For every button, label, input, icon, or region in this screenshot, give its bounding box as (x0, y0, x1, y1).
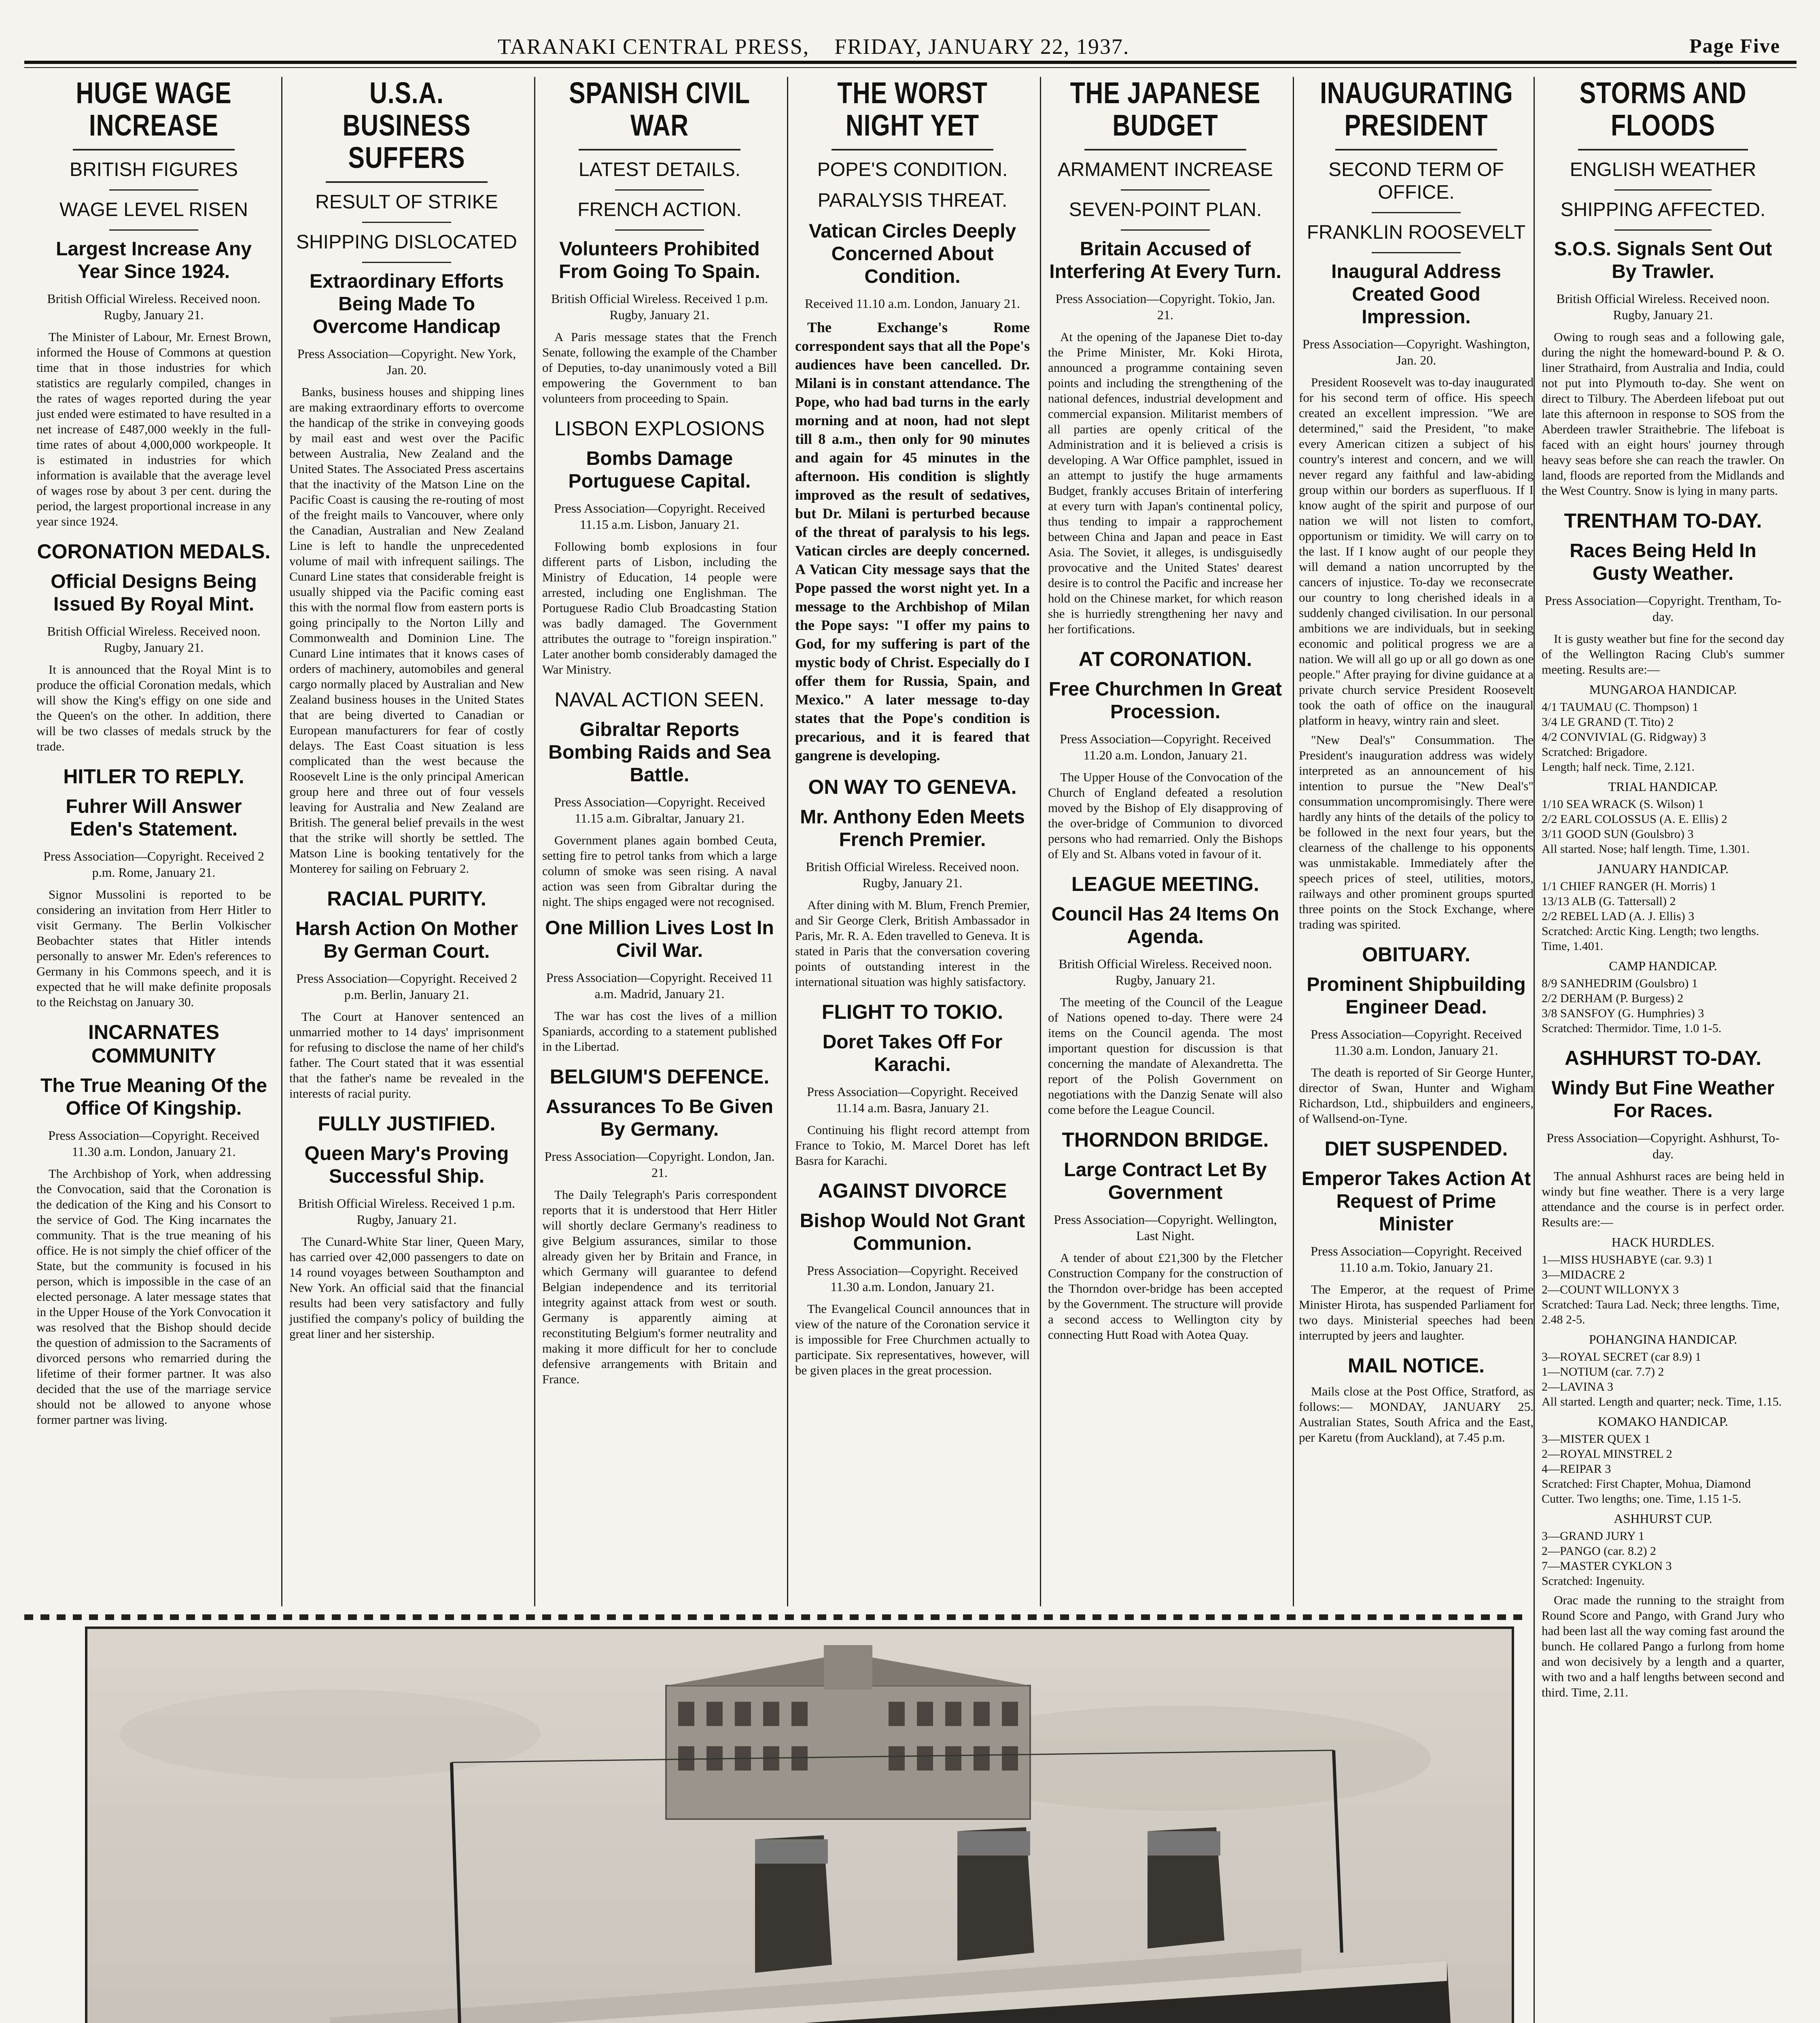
column-2 (289, 77, 524, 1346)
section-heading: AT CORONATION. (1078, 648, 1252, 670)
race-name: POHANGINA HANDICAP. (1589, 1332, 1737, 1347)
dateline: Press Association—Copyright. Received 11 a.m. Madrid, January 21. (546, 970, 773, 1001)
race-name: ASHHURST CUP. (1614, 1511, 1712, 1526)
deck: Extraordinary Efforts Being Made To Overcome Handicap (309, 271, 504, 337)
subheading: WAGE LEVEL RISEN (59, 199, 248, 221)
deck: Inaugural Address Created Good Impression. (1331, 261, 1501, 328)
headline: THE WORST NIGHT YET (837, 76, 988, 142)
issue-date: FRIDAY, JANUARY 22, 1937. (834, 34, 1130, 59)
race-result-line: All started. Length and quarter; neck. Time, 1.15. (1542, 1395, 1782, 1408)
rule (1578, 149, 1748, 151)
dateline: British Official Wireless. Received 1 p.m. Rugby, January 21. (551, 291, 768, 322)
dateline: Press Association—Copyright. Received 11.20 a.m. London, January 21. (1060, 732, 1271, 762)
race-result-line: 7—MASTER CYKLON 3 (1542, 1559, 1672, 1573)
decorative-border (24, 1614, 1529, 1620)
deck: Council Has 24 Items On Agenda. (1051, 903, 1279, 948)
dateline: Press Association—Copyright. Received 2 p.m. Berlin, January 21. (296, 971, 517, 1002)
headline: HUGE WAGE INCREASE (76, 76, 232, 142)
rule (1084, 149, 1246, 151)
column-4 (795, 77, 1030, 1382)
article-body: After dining with M. Blum, French Premier, and Sir George Clerk, British Ambassador in Paris, Mr. R. A. Eden travelled to Geneva. It is stated in Paris that the conversation covering points of outstanding interest in the international situation was highly satisfactory. (795, 898, 1030, 989)
race-result-line: Scratched: Taura Lad. Neck; three lengths. Time, 2.48 2-5. (1542, 1298, 1780, 1326)
article-body: A Paris message states that the French Senate, following the example of the Chamber of Deputies, to-day unanimously voted a Bill empowering the Government to ban volunteers from proceeding to Spain. (542, 330, 777, 405)
article-body: The Emperor, at the request of Prime Minister Hirota, has suspended Parliament for two days. Ministerial speeches had been interrupted by jeers and laughter. (1299, 1282, 1534, 1342)
section-heading: FLIGHT TO TOKIO. (821, 1001, 1003, 1023)
deck: One Million Lives Lost In Civil War. (545, 917, 774, 961)
deck: The True Meaning Of the Office Of Kingship. (40, 1075, 267, 1119)
article-body: It is gusty weather but fine for the second day of the Wellington Racing Club's summer meeting. Results are:— (1542, 632, 1784, 676)
article-body: The annual Ashhurst races are being held in windy but fine weather. There is a very large attendance and the course is in perfect order. Results are:— (1542, 1169, 1784, 1229)
article-body: The death is reported of Sir George Hunter, director of Swan, Hunter and Wigham Richardson, Ltd., shipbuilders and engineers, of Wallsend-on-Tyne. (1299, 1065, 1534, 1126)
dateline: Press Association—Copyright. Received 2 p.m. Rome, January 21. (43, 849, 264, 880)
rule (1372, 252, 1461, 253)
deck: Queen Mary's Proving Successful Ship. (304, 1143, 509, 1187)
deck: Gibraltar Reports Bombing Raids and Sea Battle. (548, 719, 771, 786)
section-heading: MAIL NOTICE. (1348, 1354, 1485, 1377)
race-results (1542, 682, 1784, 1036)
headline: STORMS AND FLOODS (1579, 76, 1747, 142)
article-body: "New Deal's" Consummation. The President's inauguration address was widely interpreted as an announcement of his intention to pursue the "New Deal's" consummation uncompromisingly. There were hardly any hints of the details of the policy to be followed in the next four years, but the clearness of the challenge to his opponents was unmistakable. Immediately after the speech prices of steel, utilities, motors, railways and other prominent groups spurted three points on the Stock Exchange, where trading was spirited. (1299, 733, 1534, 931)
subheading: FRANKLIN ROOSEVELT (1307, 222, 1526, 243)
race-result-line: 8/9 SANHEDRIM (Goulsbro) 1 (1542, 977, 1698, 990)
ship-illustration (87, 1629, 1512, 2023)
subheading: SECOND TERM OF OFFICE. (1328, 159, 1504, 203)
subheading: ENGLISH WEATHER (1570, 159, 1756, 180)
subheading: BRITISH FIGURES (69, 159, 238, 180)
dateline: British Official Wireless. Received noon. Rugby, January 21. (806, 859, 1019, 890)
dateline: Press Association—Copyright. Received 11.15 a.m. Gibraltar, January 21. (554, 795, 765, 825)
race-result-line: 3/4 LE GRAND (T. Tito) 2 (1542, 715, 1674, 729)
dateline: British Official Wireless. Received noon. Rugby, January 21. (1058, 956, 1272, 987)
article-body: Orac made the running to the straight from Round Score and Pango, with Grand Jury who had been last all the way coming fast around the bunch. He collared Pango a furlong from home and won decisively by a length and a quarter, with two and a half lengths between second and third. Time, 2.11. (1542, 1593, 1784, 1699)
deck: Harsh Action On Mother By German Court. (295, 918, 518, 962)
deck: Bishop Would Not Grant Communion. (800, 1210, 1025, 1254)
race-result-line: 2—ROYAL MINSTREL 2 (1542, 1447, 1672, 1461)
masthead-title (498, 34, 1129, 59)
race-name: TRIAL HANDICAP. (1608, 779, 1718, 794)
deck: Doret Takes Off For Karachi. (822, 1031, 1003, 1075)
masthead (28, 32, 1788, 60)
race-result-line: 1—NOTIUM (car. 7.7) 2 (1542, 1365, 1664, 1378)
rule (579, 149, 740, 151)
article-body: Signor Mussolini is reported to be considering an invitation from Herr Hitler to visit Germany. The Berlin Volkischer Beobachter states that Hitler intends personally to answer Mr. Eden's references to Germany in his Commons speech, and it is expected that he will make definite proposals to the Reichstag on January 30. (36, 887, 271, 1009)
race-result-line: 3—ROYAL SECRET (car 8.9) 1 (1542, 1350, 1701, 1364)
race-name: KOMAKO HANDICAP. (1598, 1414, 1728, 1429)
race-name: MUNGAROA HANDICAP. (1589, 682, 1737, 697)
rule (362, 262, 451, 263)
race-result-line: 2—PANGO (car. 8.2) 2 (1542, 1544, 1657, 1558)
dateline: British Official Wireless. Received noon. Rugby, January 21. (47, 291, 261, 322)
dateline: Received 11.10 a.m. London, January 21. (804, 296, 1020, 311)
rule (109, 189, 198, 191)
rule (362, 222, 451, 223)
article-body: Government planes again bombed Ceuta, setting fire to petrol tanks from which a large column of smoke was seen rising. A naval action was seen from Gibraltar during the night. The ships engaged were not recognised. (542, 833, 777, 909)
subheading: LATEST DETAILS. (578, 159, 741, 180)
article-body: The war has cost the lives of a million Spaniards, according to a statement published in the Libertad. (542, 1009, 777, 1054)
article-body: The Upper House of the Convocation of the Church of England defeated a resolution moved by the Bishop of Ely disapproving of the over-bridge of Communion to divorced persons who had remarried. Only the Bishops of Ely and St. Albans voted in favour of it. (1048, 770, 1283, 861)
section-heading: AGAINST DIVORCE (818, 1179, 1007, 1202)
article-body: Continuing his flight record attempt from France to Tokio, M. Marcel Doret has left Basra for Karachi. (795, 1123, 1030, 1168)
page-number: Page Five (1689, 34, 1780, 57)
race-result-line: 4—REIPAR 3 (1542, 1462, 1611, 1476)
column-divider (1534, 77, 1535, 2023)
deck: Emperor Takes Action At Request of Prime Minister (1301, 1168, 1531, 1235)
subheading: SHIPPING DISLOCATED (296, 231, 517, 253)
dateline: Press Association—Copyright. Received 11.15 a.m. Lisbon, January 21. (554, 501, 765, 532)
article-body: The Daily Telegraph's Paris correspondent reports that it is understood that Herr Hitler will shortly declare Germany's readiness to give Belgium assurances, similar to those already given her by Britain and France, in which Germany will guarantee to defend Belgian independence and its territorial integrity against attack from west or south. Germany is apparently aiming at reconstituting Belgium's former neutrality and making it more difficult for her to conclude defensive arrangements with Britain and France. (542, 1188, 777, 1386)
section-heading: CORONATION MEDALS. (37, 540, 271, 563)
rule (109, 229, 198, 231)
rule (615, 189, 704, 191)
race-result-line: 2/2 DERHAM (P. Burgess) 2 (1542, 992, 1684, 1005)
section-heading: TRENTHAM TO-DAY. (1564, 509, 1762, 532)
section-heading: BELGIUM'S DEFENCE. (549, 1065, 770, 1088)
column-1 (36, 77, 271, 1431)
race-result-line: Scratched: Brigadore. (1542, 745, 1648, 759)
race-result-line: 1/1 CHIEF RANGER (H. Morris) 1 (1542, 880, 1716, 893)
dateline: Press Association—Copyright. Received 11.30 a.m. London, January 21. (48, 1128, 259, 1159)
section-heading: DIET SUSPENDED. (1324, 1137, 1508, 1160)
column-3 (542, 77, 777, 1391)
rule (73, 149, 235, 151)
race-result-line: 13/13 ALB (G. Tattersall) 2 (1542, 895, 1676, 908)
race-results (1542, 1235, 1784, 1588)
dateline: Press Association—Copyright. Trentham, To-day. (1544, 593, 1782, 624)
dateline: Press Association—Copyright. London, Jan. 21. (544, 1149, 775, 1180)
subheading: ARMAMENT INCREASE (1057, 159, 1273, 180)
deck: Races Being Held In Gusty Weather. (1570, 540, 1756, 584)
deck: Windy But Fine Weather For Races. (1551, 1077, 1775, 1122)
section-heading: LEAGUE MEETING. (1071, 873, 1259, 895)
dateline: Press Association—Copyright. New York, Jan. 20. (297, 346, 516, 377)
race-name: HACK HURDLES. (1611, 1235, 1715, 1249)
article-body: At the opening of the Japanese Diet to-day the Prime Minister, Mr. Koki Hirota, announced a programme containing seven points and including the strengthening of the national defences, industrial development and commercial expansion. Militarist members of all parties are openly critical of the Administration and it is believed a crisis is developing. A War Office pamphlet, issued in an attempt to justify the huge armaments Budget, frankly accuses Britain of interfering at every turn with Japan's continental policy, thus tending to impair a rapprochement between China and Japan and peace in East Asia. The Soviet, it alleges, is undisguisedly provocative and the United States' dearest desire is to control the Pacific and increase her hold on the Chinese market, for which reason she is hurriedly strengthening her navy and her fortifications. (1048, 330, 1283, 636)
dateline: Press Association—Copyright. Tokio, Jan. 21. (1055, 291, 1275, 322)
masthead-rule-thin (24, 67, 1797, 68)
headline: THE JAPANESE BUDGET (1070, 76, 1261, 142)
article-body: Owing to rough seas and a following gale, during the night the homeward-bound P. & O. liner Strathaird, from Australia and India, could not put into Plymouth to-day. She went on direct to Tilbury. The Aberdeen lifeboat put out late this afternoon in response to SOS from the Aberdeen trawler Straithebrie. The lifeboat is faced with an eight hours' journey through heavy seas before she can reach the trawler. On land, floods are reported from the Midlands and the West Country. Snow is lying in many parts. (1542, 330, 1784, 498)
funnel (957, 1827, 1034, 1961)
race-result-line: All started. Nose; half length. Time, 1.301. (1542, 842, 1750, 856)
race-result-line: 2—COUNT WILLONYX 3 (1542, 1283, 1679, 1296)
dateline: Press Association—Copyright. Washington, Jan. 20. (1302, 337, 1530, 367)
race-result-line: 2/2 REBEL LAD (A. J. Ellis) 3 (1542, 910, 1695, 923)
subheading: SEVEN-POINT PLAN. (1069, 199, 1262, 221)
rule (615, 229, 704, 231)
race-result-line: 2—LAVINA 3 (1542, 1380, 1613, 1393)
race-result-line: Scratched: Arctic King. Length; two lengths. Time, 1.401. (1542, 925, 1759, 953)
race-result-line: Scratched: Thermidor. Time, 1.0 1-5. (1542, 1022, 1722, 1035)
funnel (755, 1835, 832, 1973)
dateline: Press Association—Copyright. Received 11.30 a.m. London, January 21. (1311, 1027, 1522, 1058)
headline: SPANISH CIVIL WAR (569, 76, 750, 142)
column-divider (534, 77, 535, 1606)
section-heading: RACIAL PURITY. (327, 887, 486, 910)
section-heading: NAVAL ACTION SEEN. (554, 688, 765, 711)
column-divider (281, 77, 282, 1606)
section-heading: OBITUARY. (1362, 943, 1470, 966)
column-6 (1299, 77, 1534, 1449)
deck: S.O.S. Signals Sent Out By Trawler. (1554, 238, 1772, 282)
section-heading: HITLER TO REPLY. (63, 765, 244, 788)
deck: Assurances To Be Given By Germany. (546, 1096, 773, 1140)
dateline: British Official Wireless. Received noon. Rugby, January 21. (1556, 291, 1770, 322)
funnel (1148, 1827, 1224, 1949)
column-7 (1542, 77, 1784, 1704)
dateline: Press Association—Copyright. Ashhurst, To-day. (1546, 1130, 1780, 1161)
deck: Fuhrer Will Answer Eden's Statement. (66, 796, 242, 840)
race-name: CAMP HANDICAP. (1609, 958, 1717, 973)
article-body: Following bomb explosions in four different parts of Lisbon, including the Ministry of Education, 14 people were arrested, including one Englishman. The Portuguese Radio Club Broadcasting Station was badly damaged. The Government attributes the outrage to "foreign inspiration." Later another bomb considerably damaged the War Ministry. (542, 539, 777, 676)
race-result-line: 4/1 TAUMAU (C. Thompson) 1 (1542, 700, 1699, 714)
ship-photo (85, 1626, 1514, 2023)
deck: Volunteers Prohibited From Going To Spain. (559, 238, 760, 282)
deck: Mr. Anthony Eden Meets French Premier. (800, 806, 1025, 850)
masthead-rule (24, 61, 1797, 64)
article-body: The Minister of Labour, Mr. Ernest Brown, informed the House of Commons at question time that in those industries for which statistics are regularly compiled, changes in the rates of wages reported during the year just ended were estimated to have resulted in a net increase of £487,000 weekly in the full-time rates of about 4,000,000 workpeople. It is estimated in industries for which information is available that the average level of wages rose by about 3 per cent. during the period, the largest proportional increase in any year since 1924. (36, 330, 271, 528)
article-body: Banks, business houses and shipping lines are making extraordinary efforts to overcome the handicap of the strike in conveying goods by mail east and west over the Pacific between Australia, New Zealand and the United States. The Associated Press ascertains that the inactivity of the Matson Line on the Pacific Coast is causing the re-routing of most of the freight mails to Vancouver, where only the Canadian, Australian and New Zealand Line is left to handle the unprecedented volume of mail with infrequent sailings. The Cunard Line states that considerable freight is usually shipped via the Pacific coming east this with the normal flow from eastern ports is going principally to the Norton Lilly and Commonwealth and Dominion Line. The Cunard Line intimates that it knows cases of orders of machinery, automobiles and general cargo normally placed by Australian and New Zealand business houses in the United States that are being diverted to Canadian or European manufacturers for fear of costly delays. The East Coast situation is less complicated than the west because the Roosevelt Line is the only principal American group here and three out of four vessels leaving for Australia and New Zealand are British. The general belief prevails in the west that the strike will shortly be settled. The Matson Line is booking tentatively for the Monterey for sailing on February 2. (289, 385, 524, 876)
deck: Vatican Circles Deeply Concerned About Condition. (808, 221, 1016, 287)
article-body: The Archbishop of York, when addressing the Convocation, said that the Coronation is the dedication of the King and his Consort to the service of God. The King incarnates the community. That is the true meaning of his office. He is not simply the chief officer of the State, but the community is focused in his person, which is impossible in the case of an elected personage. A later message states that in the Upper House of the York Convocation it was resolved that the Bishop should decide the question of admission to the Sacraments of divorced persons who remarried during the lifetime of their former partner. It was also decided that the use of the marriage service should not be allowed to anyone whose former partner was living. (36, 1166, 271, 1427)
race-result-line: 4/2 CONVIVIAL (G. Ridgway) 3 (1542, 730, 1706, 744)
section-heading: LISBON EXPLOSIONS (554, 417, 765, 440)
dateline: Press Association—Copyright. Received 11.30 a.m. London, January 21. (807, 1263, 1018, 1294)
rule (1121, 229, 1210, 231)
section-heading: ON WAY TO GENEVA. (808, 776, 1017, 798)
rule (1335, 149, 1497, 151)
article-body: The meeting of the Council of the League of Nations opened to-day. There were 24 items on the Council agenda. The most important question for discussion is that concerning the mandate of Alexandretta. The report of the Polish Government on negotiations with the Danzig Senate will also come before the League Council. (1048, 995, 1283, 1117)
section-heading: INCARNATES COMMUNITY (88, 1021, 220, 1067)
rule (832, 149, 993, 151)
race-result-line: 2/2 EARL COLOSSUS (A. E. Ellis) 2 (1542, 812, 1727, 826)
deck: Britain Accused of Interfering At Every Turn. (1049, 238, 1281, 282)
race-result-line: 3/11 GOOD SUN (Goulsbro) 3 (1542, 827, 1694, 841)
article-body: The Court at Hanover sentenced an unmarried mother to 14 days' imprisonment for refusing to disclose the name of her child's father. The Court stated that it was essential that the father's name be revealed in the interests of racial purity. (289, 1009, 524, 1101)
paper-name: TARANAKI CENTRAL PRESS, (498, 34, 810, 59)
article-body: Mails close at the Post Office, Stratford, as follows:— MONDAY, JANUARY 25. Australian States, South Africa and the East, per Karetu (from Auckland), at 7.45 p.m. (1299, 1384, 1534, 1444)
race-result-line: Scratched: First Chapter, Mohua, Diamond Cutter. Two lengths; one. Time, 1.15 1-5. (1542, 1477, 1751, 1506)
deck: Bombs Damage Portuguese Capital. (568, 448, 751, 492)
rule (326, 181, 488, 183)
rule (1614, 189, 1712, 191)
headline: U.S.A. BUSINESS SUFFERS (342, 76, 471, 174)
subheading: RESULT OF STRIKE (315, 191, 498, 213)
subheading: POPE'S CONDITION. (817, 159, 1008, 180)
race-result-line: 1/10 SEA WRACK (S. Wilson) 1 (1542, 797, 1704, 811)
deck: Largest Increase Any Year Since 1924. (56, 238, 252, 282)
rule (1372, 212, 1461, 213)
race-result-line: 3—MIDACRE 2 (1542, 1268, 1625, 1281)
article-body: It is announced that the Royal Mint is to produce the official Coronation medals, which will show the King's effigy on one side and the Queen's on the other. In addition, there will be two classes of medals struck by the trade. (36, 662, 271, 753)
race-result-line: 3—GRAND JURY 1 (1542, 1529, 1644, 1543)
race-result-line: 3/8 SANSFOY (G. Humphries) 3 (1542, 1007, 1704, 1020)
subheading: FRENCH ACTION. (577, 199, 742, 221)
deck: Free Churchmen In Great Procession. (1048, 679, 1282, 723)
section-heading: FULLY JUSTIFIED. (318, 1112, 496, 1135)
dateline: Press Association—Copyright. Received 11.10 a.m. Tokio, January 21. (1311, 1244, 1522, 1274)
column-divider (1293, 77, 1294, 1606)
deck: Large Contract Let By Government (1064, 1159, 1267, 1203)
race-result-line: 1—MISS HUSHABYE (car. 9.3) 1 (1542, 1253, 1713, 1266)
race-result-line: Length; half neck. Time, 2.121. (1542, 760, 1695, 774)
dateline: British Official Wireless. Received noon. Rugby, January 21. (47, 624, 261, 655)
deck: Official Designs Being Issued By Royal Mint. (51, 571, 257, 615)
column-divider (1040, 77, 1041, 1606)
article-body: The Cunard-White Star liner, Queen Mary, has carried over 42,000 passengers to date on 14 round voyages between Southampton and New York. An official said that the financial results had been very satisfactory and fully justified the company's policy of building the great liner and her sistership. (289, 1234, 524, 1341)
subheading: SHIPPING AFFECTED. (1560, 199, 1766, 221)
section-heading: THORNDON BRIDGE. (1062, 1128, 1269, 1151)
headline: INAUGURATING PRESIDENT (1320, 76, 1513, 142)
article-body: A tender of about £21,300 by the Fletcher Construction Company for the construction of the Thorndon over-bridge has been accepted by the Government. The structure will provide a second access to Wellington city by connecting Hutt Road with Aotea Quay. (1048, 1251, 1283, 1342)
column-divider (787, 77, 788, 1606)
section-heading: ASHHURST TO-DAY. (1564, 1047, 1762, 1069)
subheading: PARALYSIS THREAT. (817, 190, 1008, 211)
dateline: British Official Wireless. Received 1 p.m. Rugby, January 21. (298, 1196, 515, 1227)
race-name: JANUARY HANDICAP. (1597, 861, 1729, 876)
article-body: The Evangelical Council announces that in view of the nature of the Coronation service it is impossible for Free Churchmen actually to participate. Six representatives, however, will be given places in the great procession. (795, 1302, 1030, 1377)
article-body: President Roosevelt was to-day inaugurated for his second term of office. His speech created an excellent impression. "We are determined," said the President, "to make every American citizen a subject of his country's interest and concern, and we will never regard any faithful and law-abiding group within our borders as superfluous. If I know aught of the spirit and purpose of our nation we will not listen to comfort, opportunism or timidity. We will carry on to the last. If I know aught of our people they will demand a nation uncorrupted by the cancers of injustice. To-day we reconsecrate our country to long cherished ideals in a suddenly changed civilisation. In our personal ambitions we are individuals, but in seeking economic and political progress we are a nation. We will all go up or all go down as one people." After praying for divine guidance at a private church service President Roosevelt took the oath of office on the inaugural platform in heavy, wintry rain and sleet. (1299, 375, 1534, 727)
deck: Prominent Shipbuilding Engineer Dead. (1307, 974, 1526, 1018)
race-result-line: Scratched: Ingenuity. (1542, 1574, 1645, 1588)
column-5 (1048, 77, 1283, 1347)
dateline: Press Association—Copyright. Wellington, Last Night. (1054, 1212, 1277, 1243)
article-body: The Exchange's Rome correspondent says that all the Pope's audiences have been cancelled. Dr. Milani is in constant attendance. The Pope, who had bad turns in the early morning and at noon, had not slept till 8 a.m., then only for 90 minutes and again for 45 minutes in the afternoon. His condition is slightly improved as the result of sedatives, but Dr. Milani is perturbed because of the threat of paralysis to his legs. Vatican circles are deeply concerned. A Vatican City message says that the Pope passed the worst night yet. In a message to the Archbishop of Milan the Pope says: "I offer my pains to God, for my suffering is part of the mystic body of Christ. Especially do I offer them for Russia, Spain, and Mexico." A later message to-day states that the Pope's condition is precarious, and it is feared that gangrene is developing. (795, 319, 1030, 763)
rule (1121, 189, 1210, 191)
race-result-line: 3—MISTER QUEX 1 (1542, 1432, 1650, 1446)
dateline: Press Association—Copyright. Received 11.14 a.m. Basra, January 21. (807, 1084, 1018, 1115)
rule (1614, 229, 1712, 231)
